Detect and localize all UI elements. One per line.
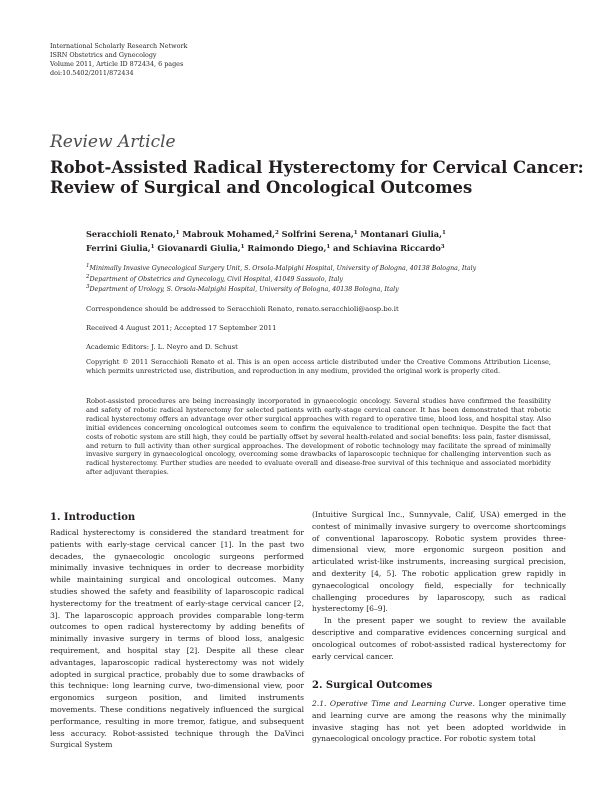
subsection-heading: 2.1. Operative Time and Learning Curve. <box>312 699 475 708</box>
section-heading-introduction: 1. Introduction <box>50 512 136 523</box>
author: Seracchioli Renato,$^1$ <box>86 229 180 239</box>
author-line-1 <box>86 227 446 241</box>
doi: doi:10.5402/2011/872434 <box>50 69 134 77</box>
journal-subtitle: ISRN Obstetrics and Gynecology <box>50 51 157 59</box>
paragraph: (Intuitive Surgical Inc., Sunnyvale, Calif, USA) emerged in the contest of minimally invasive surgery to overcome shortcomings of conventional laparoscopy. Robotic system provides three-dimensional view, more ergonomic surgeon position and articulated wrist-like instruments, increasing surgical precision, and dexterity [4, 5]. The robotic application grew rapidly in gynaecological oncology field, especially for technically challenging procedures by laparoscopy, such as radical hysterectomy [6–9]. <box>312 510 566 614</box>
author: Giovanardi Giulia,$^1$ <box>157 243 245 253</box>
article-type: Review Article <box>50 132 176 152</box>
author: Ferrini Giulia,$^1$ <box>86 243 155 253</box>
copyright: Copyright © 2011 Seracchioli Renato et al. This is an open access article distributed under the Creative Commons Attribution License, which permits unrestricted use, distribution, and reproduction in any medium, provided the original work is properly cited. <box>86 358 551 375</box>
column-right <box>312 509 566 662</box>
author: Montanari Giulia,$^1$ <box>360 229 446 239</box>
author: Raimondo Diego,$^1$ <box>247 243 331 253</box>
abstract: Robot-assisted procedures are being increasingly incorporated in gynaecologic oncology. Several studies have confirmed the feasibility and safety of robotic radical hysterectomy for selected patients with early-stage cervical cancer. It has been demonstrated that robotic radical hysterectomy offers an advantage over other surgical approaches with regard to operative time, blood loss, and hospital stay. Also initial evidences concerning oncological outcomes seem to confirm the equivalence to traditional open technique. Despite the fact that costs of robotic system are still high, they could be partially offset by several health-related and social benefits: less pain, faster dismissal, and return to full activity than other surgical approaches. The development of robotic technology may facilitate the spread of minimally invasive surgery in gynaecological oncology, overcoming some drawbacks of laparoscopic technique for challenging intervention such as radical hysterectomy. Further studies are needed to evaluate overall and disease-free survival of this technique and associated morbidity after adjuvant therapies. <box>86 397 551 477</box>
academic-editors: Academic Editors: J. L. Neyro and D. Schust <box>86 343 238 351</box>
affiliation: $^2$Department of Obstetrics and Gynecology, Civil Hospital, 41049 Sassuolo, Italy <box>86 273 343 283</box>
author-line-2 <box>86 241 446 255</box>
paragraph: In the present paper we sought to review the available descriptive and comparative evidences concerning surgical and oncological outcomes of robot-assisted radical hysterectomy for early cervical cancer. <box>312 616 566 661</box>
affiliation: $^3$Department of Urology, S. Orsola-Malpighi Hospital, University of Bologna, 40138 Bologna, Italy <box>86 284 399 293</box>
author: and Schiavina Riccardo$^3$ <box>333 243 445 253</box>
affiliation: $^1$Minimally Invasive Gynecological Surgery Unit, S. Orsola-Malpighi Hospital, University of Bologna, 40138 Bologna, Italy <box>86 263 477 272</box>
author-list <box>86 227 446 255</box>
correspondence: Correspondence should be addressed to Seracchioli Renato, renato.seracchioli@aosp.bo.it <box>86 305 399 313</box>
column-left <box>50 527 304 751</box>
author: Mabrouk Mohamed,$^2$ <box>182 229 279 239</box>
volume-info: Volume 2011, Article ID 872434, 6 pages <box>50 60 184 68</box>
title-line-1: Robot-Assisted Radical Hysterectomy for Cervical Cancer: <box>50 158 584 177</box>
paragraph: Radical hysterectomy is considered the standard treatment for patients with early-stage cervical cancer [1]. In the past two decades, the gynaecologic oncologic surgeons performed minimally invasive techniques in order to decrease morbidity while maintaining surgical and oncological outcomes. Many studies showed the safety and feasibility of laparoscopic radical hysterectomy for the treatment of early-stage cervical cancer [2, 3]. The laparoscopic approach provides comparable long-term outcomes to open radical hysterectomy by adding benefits of minimally invasive surgery in terms of blood loss, analgesic requirement, and hospital stay [2]. Despite all these clear advantages, laparoscopic radical hysterectomy was not widely adopted in surgical practice, probably due to some drawbacks of this technique: long learning curve, two-dimensional view, poor ergonomics surgeon position, and limited instruments movements. These conditions negatively influenced the surgical performance, resulting in more tremor, fatigue, and subsequent less accuracy. Robot-assisted technique through the DaVinci Surgical System <box>50 528 304 750</box>
journal-header <box>50 42 187 78</box>
section-heading-surgical-outcomes: 2. Surgical Outcomes <box>312 680 433 691</box>
journal-name: International Scholarly Research Network <box>50 42 188 50</box>
author: Solfrini Serena,$^1$ <box>281 229 358 239</box>
article-title <box>50 158 584 198</box>
affiliations <box>86 264 476 296</box>
received-date: Received 4 August 2011; Accepted 17 September 2011 <box>86 324 277 332</box>
subsection <box>312 698 566 745</box>
paragraph: 2.1. Operative Time and Learning Curve. Longer operative time and learning curve are among the reasons why the minimally invasive staging has not yet been adopted worldwide in gynaecological oncology practice. For robotic system total <box>312 699 566 744</box>
title-line-2: Review of Surgical and Oncological Outcomes <box>50 178 473 197</box>
